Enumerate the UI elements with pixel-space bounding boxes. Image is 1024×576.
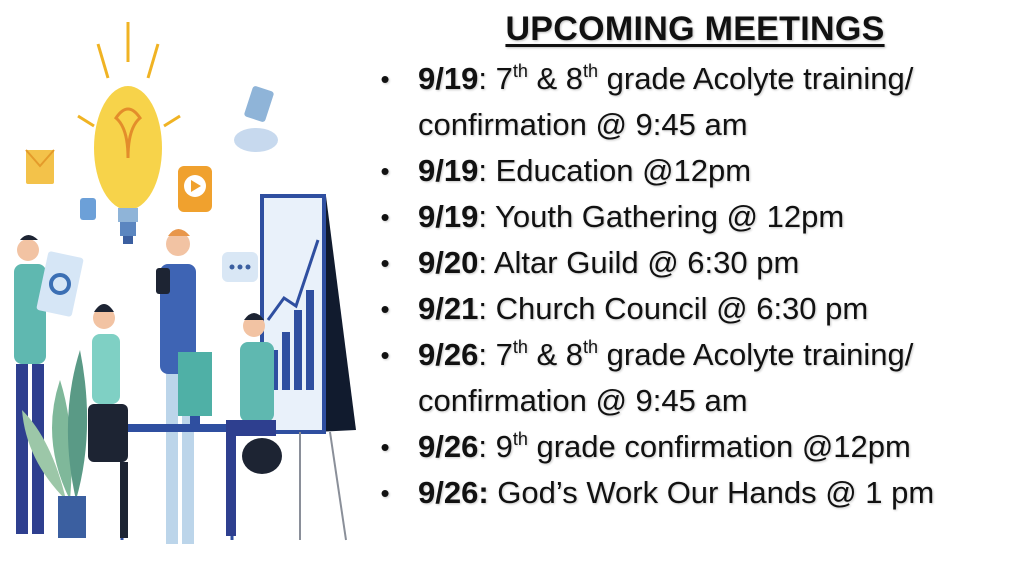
meeting-item — [370, 470, 1020, 516]
meeting-item — [370, 148, 1020, 194]
bullet: • — [380, 478, 390, 508]
meeting-text: grade Acolyte training/ — [598, 61, 914, 96]
bullet: • — [380, 432, 390, 462]
meeting-date: 9/19 — [418, 153, 479, 188]
meeting-item — [370, 240, 1020, 286]
meeting-text: grade Acolyte training/ — [598, 337, 914, 372]
bullet: • — [380, 248, 390, 278]
meeting-date: 9/26 — [418, 429, 479, 464]
date-separator: : — [478, 199, 487, 234]
date-separator: : — [478, 337, 487, 372]
bullet: • — [380, 202, 390, 232]
chat-bubble-icon — [222, 252, 258, 282]
bullet: • — [380, 340, 390, 370]
meeting-date: 9/19 — [418, 199, 479, 234]
meeting-text: 9 — [486, 429, 513, 464]
play-icon — [178, 166, 212, 212]
cloud-icon — [234, 85, 278, 152]
meeting-text: Church Council @ 6:30 pm — [486, 291, 869, 326]
meeting-text: Altar Guild @ 6:30 pm — [486, 245, 800, 280]
date-separator: : — [478, 245, 487, 280]
meeting-text-continued: confirmation @ 9:45 am — [418, 107, 748, 142]
meeting-item — [370, 424, 1020, 470]
meeting-text: & 8 — [527, 61, 583, 96]
meetings-list — [370, 56, 1020, 516]
meeting-text: God’s Work Our Hands @ 1 pm — [488, 475, 935, 510]
date-separator: : — [478, 153, 487, 188]
meeting-text: & 8 — [527, 337, 583, 372]
ordinal-suffix: th — [512, 337, 528, 357]
meeting-item — [370, 194, 1020, 240]
person-seated-left — [88, 304, 128, 538]
meeting-date: 9/21 — [418, 291, 479, 326]
bullet: • — [380, 156, 390, 186]
meeting-item — [370, 332, 1020, 424]
growth-chart-icon — [262, 196, 356, 540]
team-meeting-illustration — [0, 0, 390, 576]
ordinal-suffix: th — [583, 337, 599, 357]
meeting-item — [370, 56, 1020, 148]
meeting-text: 7 — [486, 337, 513, 372]
thumbs-up-icon — [80, 198, 96, 220]
ordinal-suffix: th — [583, 61, 599, 81]
meeting-date: 9/20 — [418, 245, 479, 280]
envelope-icon — [26, 150, 54, 184]
plant — [22, 350, 87, 538]
ordinal-suffix: th — [512, 61, 528, 81]
meeting-text: Education @12pm — [486, 153, 752, 188]
meeting-text: 7 — [486, 61, 513, 96]
bullet: • — [380, 64, 390, 94]
meeting-item — [370, 286, 1020, 332]
page-title: UPCOMING MEETINGS — [505, 10, 885, 48]
date-separator: : — [478, 429, 487, 464]
meeting-date: 9/26 — [418, 337, 479, 372]
meeting-text: grade confirmation @12pm — [527, 429, 911, 464]
ordinal-suffix: th — [512, 429, 528, 449]
meeting-text: Youth Gathering @ 12pm — [486, 199, 845, 234]
meeting-date: 9/26: — [418, 475, 489, 510]
date-separator: : — [478, 291, 487, 326]
meeting-text-continued: confirmation @ 9:45 am — [418, 383, 748, 418]
meeting-date: 9/19 — [418, 61, 479, 96]
date-separator: : — [478, 61, 487, 96]
bullet: • — [380, 294, 390, 324]
